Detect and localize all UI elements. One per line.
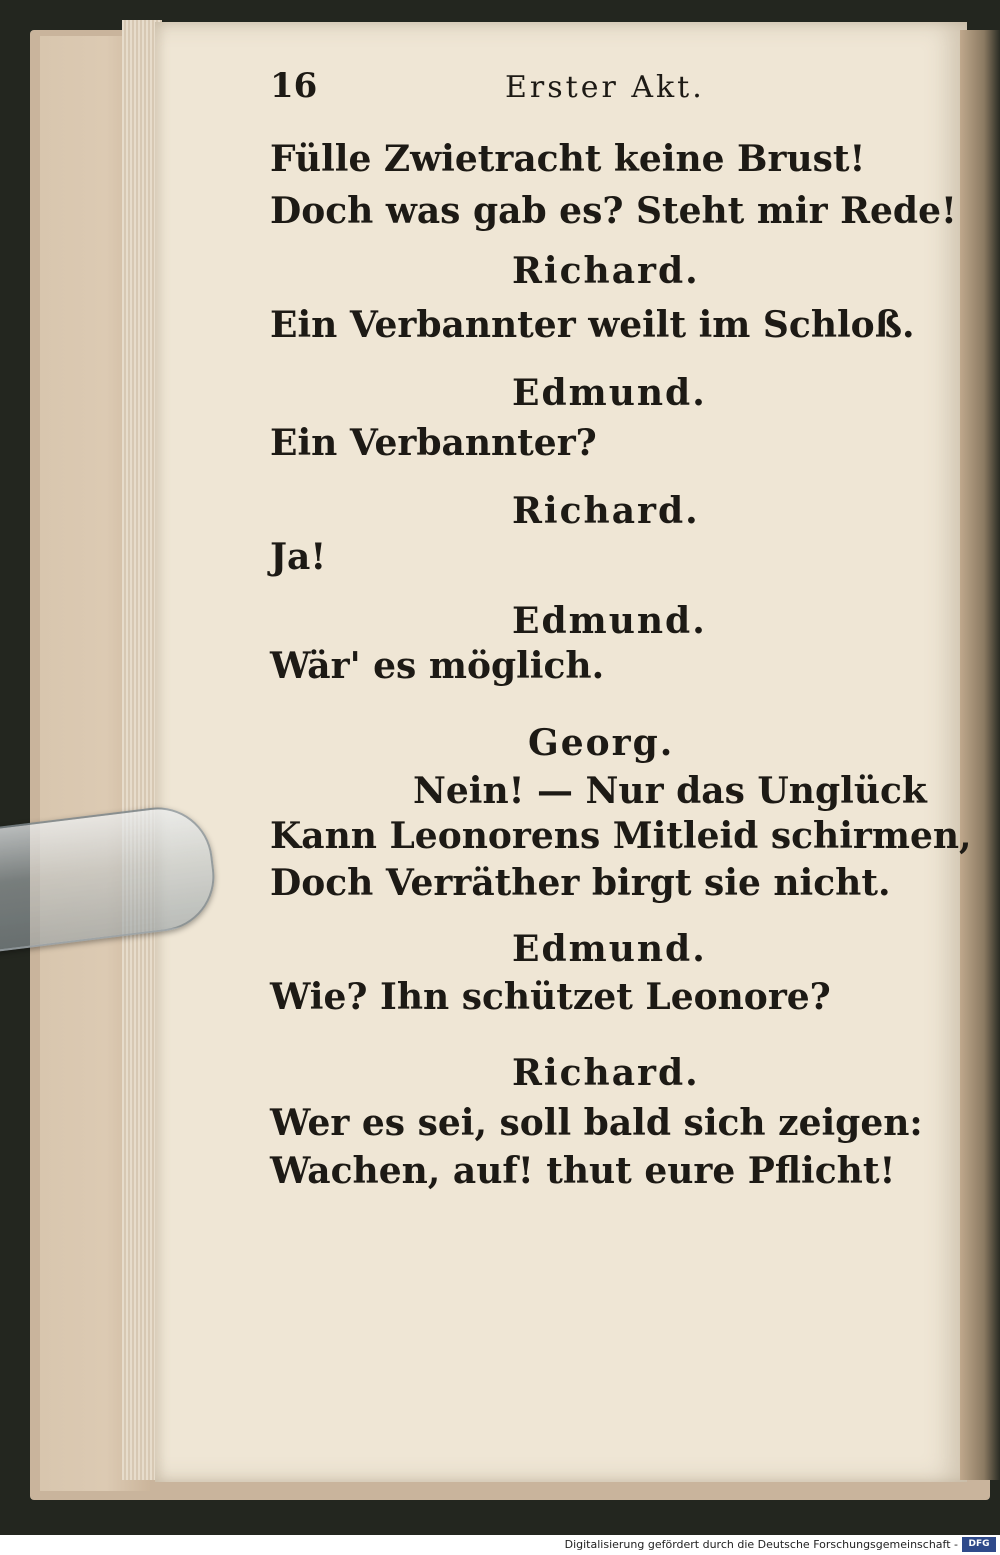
verse-line: Ein Verbannter? (270, 422, 597, 464)
verse-line: Doch Verräther birgt sie nicht. (270, 862, 891, 904)
speaker-name: Richard. (512, 1052, 700, 1094)
speaker-name: Georg. (528, 722, 675, 764)
speaker-name: Richard. (512, 250, 700, 292)
verse-line: Wer es sei, soll bald sich zeigen: (270, 1102, 923, 1144)
verse-line: Wär' es möglich. (270, 645, 605, 687)
funding-credit: Digitalisierung gefördert durch die Deutsche Forschungsgemeinschaft - (564, 1538, 958, 1551)
verse-line: Ein Verbannter weilt im Schloß. (270, 304, 915, 346)
speaker-name: Edmund. (512, 372, 707, 414)
gutter-shadow (960, 30, 1000, 1480)
verse-line: Nein! — Nur das Unglück (413, 770, 927, 812)
running-head: Erster Akt. (505, 70, 705, 105)
verse-line: Wie? Ihn schützet Leonore? (270, 976, 831, 1018)
verse-line: Ja! (270, 536, 327, 578)
verse-line: Kann Leonorens Mitleid schirmen, (270, 815, 972, 857)
page-number: 16 (270, 66, 318, 106)
speaker-name: Edmund. (512, 928, 707, 970)
dfg-logo: DFG (962, 1537, 996, 1552)
verse-line: Doch was gab es? Steht mir Rede! (270, 190, 957, 232)
speaker-name: Richard. (512, 490, 700, 532)
footer-bar (0, 1535, 1000, 1555)
speaker-name: Edmund. (512, 600, 707, 642)
verse-line: Wachen, auf! thut eure Pflicht! (270, 1150, 896, 1192)
verse-line: Fülle Zwietracht keine Brust! (270, 138, 866, 180)
